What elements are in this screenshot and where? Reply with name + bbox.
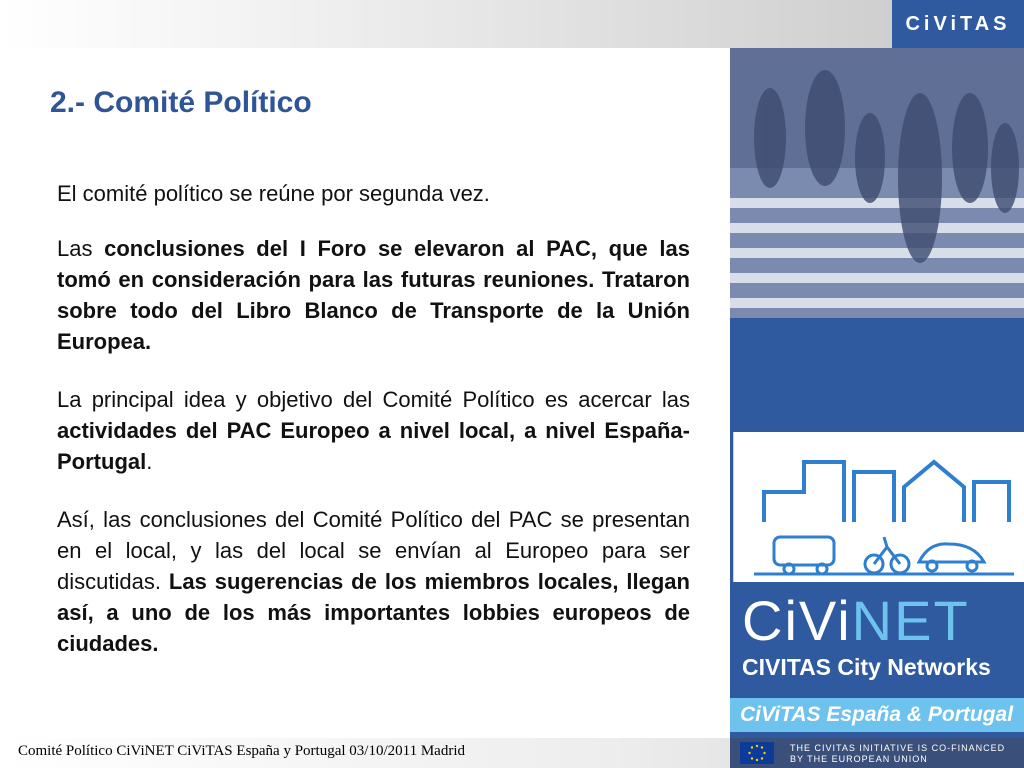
paragraph-1 — [57, 178, 690, 209]
slide-title: 2.- Comité Político — [50, 86, 312, 119]
eu-cofinance-text — [790, 743, 1005, 765]
civinet-logo-block — [730, 582, 1024, 738]
slide-body — [57, 178, 690, 686]
civitas-brand-logo: CiViTAS — [892, 0, 1024, 48]
top-header-bar — [0, 0, 892, 48]
paragraph-3-bold: actividades del PAC Europeo a nivel local, a nivel España-Portugal — [57, 418, 690, 474]
paragraph-4-bold: Las sugerencias de los miembros locales, llegan así, a uno de los más importantes lobbies europeos de ciudades. — [57, 569, 690, 656]
paragraph-4-text: Así, las conclusiones del Comité Político del PAC se presentan en el local, y las del local se envían al Europeo para ser discutidas. — [57, 507, 690, 594]
paragraph-2-text: Las — [57, 236, 105, 261]
footer-caption: Comité Político CiViNET CiViTAS España y Portugal 03/10/2011 Madrid — [18, 743, 465, 759]
paragraph-3 — [57, 384, 690, 477]
paragraph-3-text: La principal idea y objetivo del Comité Político es acercar las — [57, 387, 690, 412]
civinet-subtitle: CIVITAS City Networks — [742, 654, 991, 680]
civinet-logo-civi: CiVi — [742, 589, 852, 652]
civinet-logo-net: NET — [851, 589, 970, 652]
paragraph-3-end: . — [146, 449, 153, 474]
eu-text-line1: THE CIVITAS INITIATIVE IS CO-FINANCED — [790, 743, 1006, 753]
civinet-logo — [742, 588, 970, 653]
paragraph-4 — [57, 504, 690, 659]
city-illustration — [733, 432, 1024, 582]
eu-text-line2: BY THE EUROPEAN UNION — [790, 754, 928, 764]
pedestrians-photo — [730, 48, 1024, 318]
civinet-region-strip: CiViTAS España & Portugal — [730, 698, 1024, 732]
paragraph-2-bold: conclusiones del I Foro se elevaron al PAC, que las tomó en consideración para las futuras reuniones. Trataron sobre todo del Libro Blanco de Transporte de la Unión Europea. — [57, 236, 690, 354]
paragraph-2 — [57, 233, 690, 357]
paragraph-1-text: El comité político se reúne por segunda vez. — [57, 181, 490, 206]
eu-cofinance-banner — [730, 738, 1024, 768]
blue-spacer-block — [730, 318, 1024, 432]
eu-flag-icon — [740, 742, 774, 764]
